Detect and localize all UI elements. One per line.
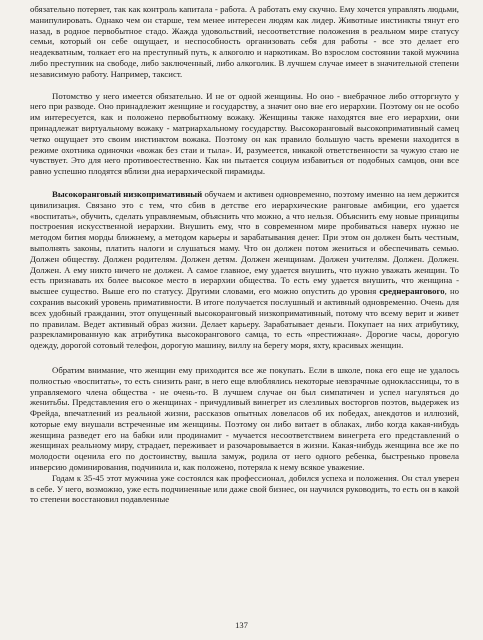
- paragraph-3: [30, 189, 459, 351]
- paragraph-5: Годам к 35-45 этот мужчина уже состоялся как профессионал, добился успеха и положения. Он стал уверен в себе. У него, возможно, уже есть подчиненные или даже свой бизнес, он научился руководить, то есть он в какой то степени восстановил подавленные: [30, 472, 459, 505]
- paragraph-1: обязательно потеряет, так как контроль капитала - работа. А работать ему скучно. Ему хочется управлять людьми, манипулировать. Однако чем он старше, тем менее интересен людям как лидер. Животные инстинкты тянут его назад, в родное первобытное стадо. Жажда удовольствий, несоответствие положения в реальном мире статусу семьи, который он себе ощущает, и неспособность организовать себя для работы - все это делает его неадекватным, толкает его на преступный путь, к алкоголю и наркотикам. Во взрослом состоянии такой мужчина либо преступник на свободе, либо заключенный, либо алкоголик. В лучшем случае имеет в значительной степени независимую работу. Например, таксист.: [30, 4, 459, 79]
- paragraph-3-text-a: обучаем и активен одновременно, поэтому именно на нем держится цивилизация. Связано это с тем, что сбив в детстве его иерархические ранговые амбиции, его удается «воспитать», обучить, сделать управляемым, объяснить что можно, а что нельзя. Объяснить ему новые принципы построения искусственной иерархии. Внушить ему, что в современном мире пробиваться наверх нужно не методом бития морды ближнему, а методом карьеры и зарабатывания денег. При этом он должен быть честным, выполнять законы, платить налоги и слушаться маму. Что он должен потом жениться и обеспечивать семью. Должен обществу. Должен родителям. Должен детям. Должен женщинам. Должен учителям. Должен. Должен. Должен. А ему никто ничего не должен. А самое главное, ему удается внушить, что нужно уважать женщин. То есть признавать их более высокое место в иерархии общества. То есть ему удается внушить, что женщина - высшее существо. Выше его по статусу. Другими словами, его можно опустить до уровня: [30, 188, 460, 297]
- paragraph-3-text-b: , но сохранив высокий уровень примативности. В итоге получается послушный и активный одновременно. Очень для всех удобный гражданин, этот опущенный высокоранговый низкопримативный, потому что всему верит и живет по правилам. Ведет активный образ жизни. Делает карьеру. Зарабатывает деньги. Покупает на них атрибутику, разрекламированную как атрибутика высокорангового самца, то есть «престижная». Дорогие часы, дорогую одежду, дорогой сотовый телефон, дорогую машину, виллу на берегу моря, яхту, красивых женщин.: [30, 286, 460, 351]
- paragraph-4: Обратим внимание, что женщин ему приходится все же покупать. Если в школе, пока его еще не удалось полностью «воспитать», то есть снизить ранг, в него еще влюблялись некоторые невзрачные одноклассницы, то в управляемого члена общества - не очень-то. В лучшем случае он был симпатичен и успел нагуляться до женитьбы. Представления его о женщинах - причудливый винегрет из слезливых восторгов поэтов, выдержек из Фрейда, впечатлений из реальной жизни, рассказов опытных ловеласов об их победах, анекдотов и иллюзий, которые ему внушали встреченные им женщины. Поэтому он либо витает в облаках, либо когда какая-нибудь женщина разведет его на бабки или продинамит - мучается несоответствием винегрета его представлений о женщинах реальному миру, страдает, переживает и разочаровывается в жизни. Какая-нибудь женщина все же по молодости оценила его по достоинству, вышла замуж, родила от него одного ребенка, быстренько провела инверсию доминирования, подчинила и, как положено, потеряла к нему всякое уважение.: [30, 364, 459, 473]
- term-mid-rank: среднерангового: [379, 286, 445, 297]
- paragraph-2: Потомство у него имеется обязательно. И не от одной женщины. Но оно - внебрачное либо отторгнуто у него при разводе. Оно принадлежит женщине и государству, а значит оно вне его иерархии. Поэтому он не особо им интересуется, как и положено первобытному вожаку. Женщины также находятся вне его иерархии, они принадлежат виртуальному вожаку - матриархальному государству. Высокоранговый высокопримативный самец четко ощущает это своим инстинктом вожака. Поэтому он как правило большую часть времени находится в режиме охотника одиночки «вожак без стаи и тыла». И, разумеется, никакой ответственности за чужую стаю не чувствует. Это для него противоестественно. Как ни пытается социум избавиться от подобных самцов, они все равно успешно плодятся вблизи дна иерархической пирамиды.: [30, 90, 459, 177]
- page-number: 137: [235, 620, 248, 630]
- term-high-rank-low-primative: Высокоранговый низкопримативный: [52, 188, 203, 199]
